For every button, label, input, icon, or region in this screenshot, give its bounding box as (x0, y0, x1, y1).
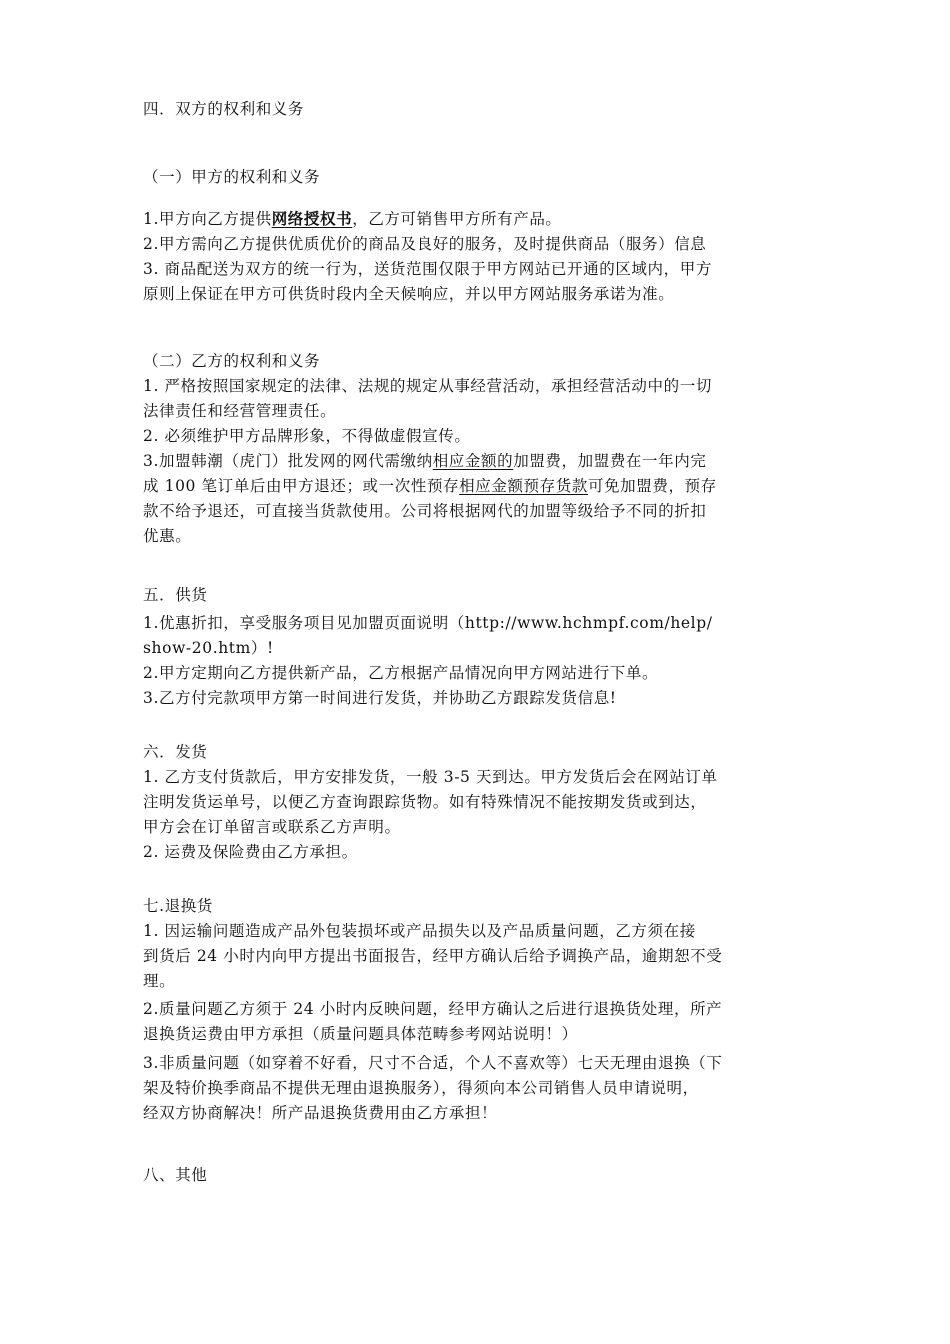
party-b-item-3-line-1 (143, 450, 823, 472)
return-item-1-line-3: 理。 (143, 972, 176, 990)
authorization-link[interactable]: 网络授权书 (271, 209, 353, 228)
section-heading-8: 八、其他 (143, 1166, 208, 1184)
shipping-item-1-line-3: 甲方会在订单留言或联系乙方声明。 (143, 818, 401, 836)
party-b-item-1-line-2: 法律责任和经营管理责任。 (143, 402, 337, 420)
underlined-text: 相应金额预存货款 (459, 477, 588, 495)
party-b-item-3-line-3: 款不给予退还，可直接当货款使用。公司将根据网代的加盟等级给予不同的折扣 (143, 502, 707, 520)
return-item-3-line-2: 架及特价换季商品不提供无理由退换服务），得须向本公司销售人员申请说明， (143, 1079, 699, 1097)
subsection-heading-party-a: （一）甲方的权利和义务 (143, 168, 321, 186)
supply-item-1-line-1: 1.优惠折扣，享受服务项目见加盟页面说明（http://www.hchmpf.com/help/ (143, 614, 713, 632)
item-text: 1.甲方向乙方提供 (143, 210, 272, 228)
return-item-3-line-3: 经双方协商解决！所产品退换货费用由乙方承担！ (143, 1104, 498, 1122)
item-text: 加盟费，加盟费在一年内完 (513, 452, 707, 470)
party-b-item-2: 2. 必须维护甲方品牌形象，不得做虚假宣传。 (143, 427, 471, 445)
shipping-item-1-line-2: 注明发货运单号，以便乙方查询跟踪货物。如有特殊情况不能按期发货或到达， (143, 793, 707, 811)
section-heading-4: 四．双方的权利和义务 (143, 100, 305, 118)
return-item-2-line-1: 2.质量问题乙方须于 24 小时内反映问题，经甲方确认之后进行退换货处理，所产 (143, 1000, 723, 1018)
return-item-2-line-2: 退换货运费由甲方承担（质量问题具体范畴参考网站说明！） (143, 1025, 578, 1043)
item-text: ，乙方可销售甲方所有产品。 (352, 210, 562, 228)
return-item-1-line-1: 1. 因运输问题造成产品外包装损坏或产品损失以及产品质量问题，乙方须在接 (143, 922, 696, 940)
section-heading-7: 七.退换货 (143, 897, 213, 915)
party-a-item-3-line-1: 3. 商品配送为双方的统一行为，送货范围仅限于甲方网站已开通的区域内，甲方 (143, 260, 712, 278)
underlined-text: 相应金额的 (432, 452, 514, 470)
shipping-item-2: 2. 运费及保险费由乙方承担。 (143, 843, 358, 861)
subsection-heading-party-b: （二）乙方的权利和义务 (143, 352, 321, 370)
item-text: 成 100 笔订单后由甲方退还；或一次性预存 (143, 477, 460, 495)
party-b-item-3-line-4: 优惠。 (143, 527, 192, 545)
party-a-item-3-line-2: 原则上保证在甲方可供货时段内全天候响应，并以甲方网站服务承诺为准。 (143, 285, 675, 303)
section-heading-6: 六．发货 (143, 743, 208, 761)
section-heading-5: 五．供货 (143, 586, 208, 604)
supply-item-3: 3.乙方付完款项甲方第一时间进行发货，并协助乙方跟踪发货信息! (143, 689, 617, 707)
party-b-item-3-line-2 (143, 475, 823, 497)
party-a-item-1 (143, 208, 823, 230)
party-b-item-1-line-1: 1. 严格按照国家规定的法律、法规的规定从事经营活动，承担经营活动中的一切 (143, 377, 712, 395)
shipping-item-1-line-1: 1. 乙方支付货款后，甲方安排发货，一般 3-5 天到达。甲方发货后会在网站订单 (143, 768, 718, 786)
supply-item-2: 2.甲方定期向乙方提供新产品，乙方根据产品情况向甲方网站进行下单。 (143, 664, 659, 682)
item-text: 3.加盟韩潮（虎门）批发网的网代需缴纳 (143, 452, 433, 470)
return-item-1-line-2: 到货后 24 小时内向甲方提出书面报告，经甲方确认后给予调换产品，逾期恕不受 (143, 947, 723, 965)
supply-item-1-line-2: show-20.htm）! (143, 639, 274, 657)
party-a-item-2: 2.甲方需向乙方提供优质优价的商品及良好的服务，及时提供商品（服务）信息 (143, 235, 707, 253)
return-item-3-line-1: 3.非质量问题（如穿着不好看，尺寸不合适，个人不喜欢等）七天无理由退换（下 (143, 1054, 723, 1072)
item-text: 可免加盟费，预存 (587, 477, 717, 495)
